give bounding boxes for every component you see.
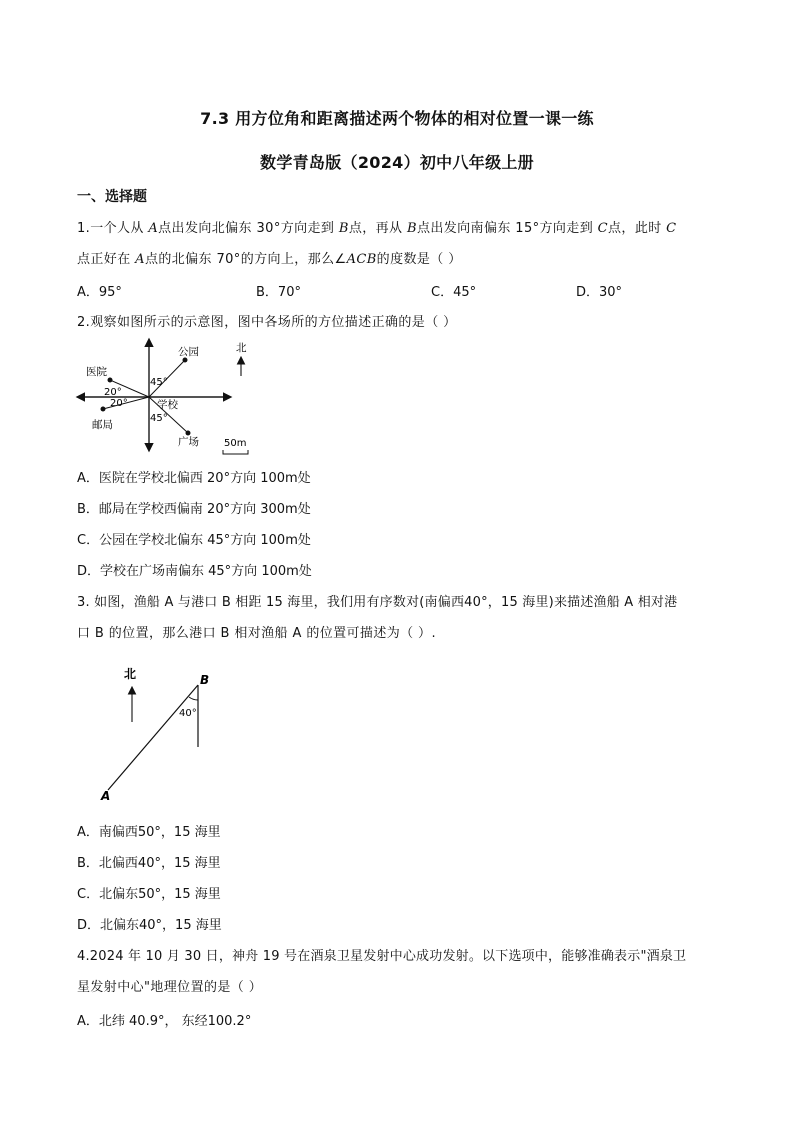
section-heading: 一、选择题 <box>77 189 147 205</box>
q3-option-d: D．北偏东40°，15 海里 <box>77 918 222 933</box>
point-b-label: B <box>200 673 210 687</box>
hospital-point <box>108 378 113 383</box>
q2-direction-diagram <box>70 336 260 458</box>
hospital-label: 医院 <box>86 366 107 378</box>
q3-option-a: A．南偏西50°，15 海里 <box>77 825 221 840</box>
line-ab <box>108 685 198 790</box>
q1-option-d: D．30° <box>576 285 623 300</box>
q2-option-a: A．医院在学校北偏西 20°方向 100m处 <box>77 471 311 486</box>
angle-post-label: 20° <box>110 398 128 409</box>
q3-bearing-diagram <box>96 662 226 804</box>
angle-label: 40° <box>179 708 197 719</box>
q1-option-a: A．95° <box>77 285 122 300</box>
q1-option-c: C．45° <box>431 285 477 300</box>
q4-stem-line1: 4.2024 年 10 月 30 日，神舟 19 号在酒泉卫星发射中心成功发射。以下选项中，能够准确表示"酒泉卫 <box>77 949 687 964</box>
q1-stem-line1: 1.一个人从 A点出发向北偏东 30°方向走到 B点，再从 B点出发向南偏东 15°方向走到 C点，此时 C <box>77 221 677 236</box>
north-label: 北 <box>124 667 137 681</box>
q2-stem: 2.观察如图所示的示意图，图中各场所的方位描述正确的是（ ） <box>77 315 457 330</box>
angle-square-label: 45° <box>150 413 168 424</box>
q2-option-c: C．公园在学校北偏东 45°方向 100m处 <box>77 533 311 548</box>
north-label: 北 <box>236 342 247 354</box>
q3-stem-line1: 3. 如图，渔船 A 与港口 B 相距 15 海里，我们用有序数对(南偏西40°，15 海里)来描述渔船 A 相对港 <box>77 595 678 610</box>
angle-hospital-label: 20° <box>104 387 122 398</box>
q3-stem-line2: 口 B 的位置，那么港口 B 相对渔船 A 的位置可描述为（ ）. <box>77 626 436 641</box>
point-a-label: A <box>101 789 111 803</box>
post-point <box>101 407 106 412</box>
angle-arc <box>189 697 198 700</box>
scale-bar <box>223 450 248 454</box>
scale-label: 50m <box>224 438 247 449</box>
q3-option-b: B．北偏西40°，15 海里 <box>77 856 221 871</box>
park-label: 公园 <box>178 346 199 358</box>
q1-option-b: B．70° <box>256 285 301 300</box>
q4-stem-line2: 星发射中心"地理位置的是（ ） <box>77 980 263 995</box>
q1-stem-line2: 点正好在 A点的北偏东 70°的方向上，那么∠ACB的度数是（ ） <box>77 252 462 267</box>
school-label: 学校 <box>157 399 178 411</box>
angle-park-label: 45° <box>150 377 168 388</box>
square-label: 广场 <box>178 436 199 448</box>
document-subtitle: 数学青岛版（2024）初中八年级上册 <box>260 153 534 172</box>
q2-option-b: B．邮局在学校西偏南 20°方向 300m处 <box>77 502 311 517</box>
post-label: 邮局 <box>92 419 113 431</box>
document-title: 7.3 用方位角和距离描述两个物体的相对位置一课一练 <box>200 109 594 128</box>
q4-option-a: A．北纬 40.9°， 东经100.2° <box>77 1014 252 1029</box>
square-point <box>186 431 191 436</box>
q2-option-d: D．学校在广场南偏东 45°方向 100m处 <box>77 564 312 579</box>
park-point <box>183 358 188 363</box>
q3-option-c: C．北偏东50°，15 海里 <box>77 887 221 902</box>
